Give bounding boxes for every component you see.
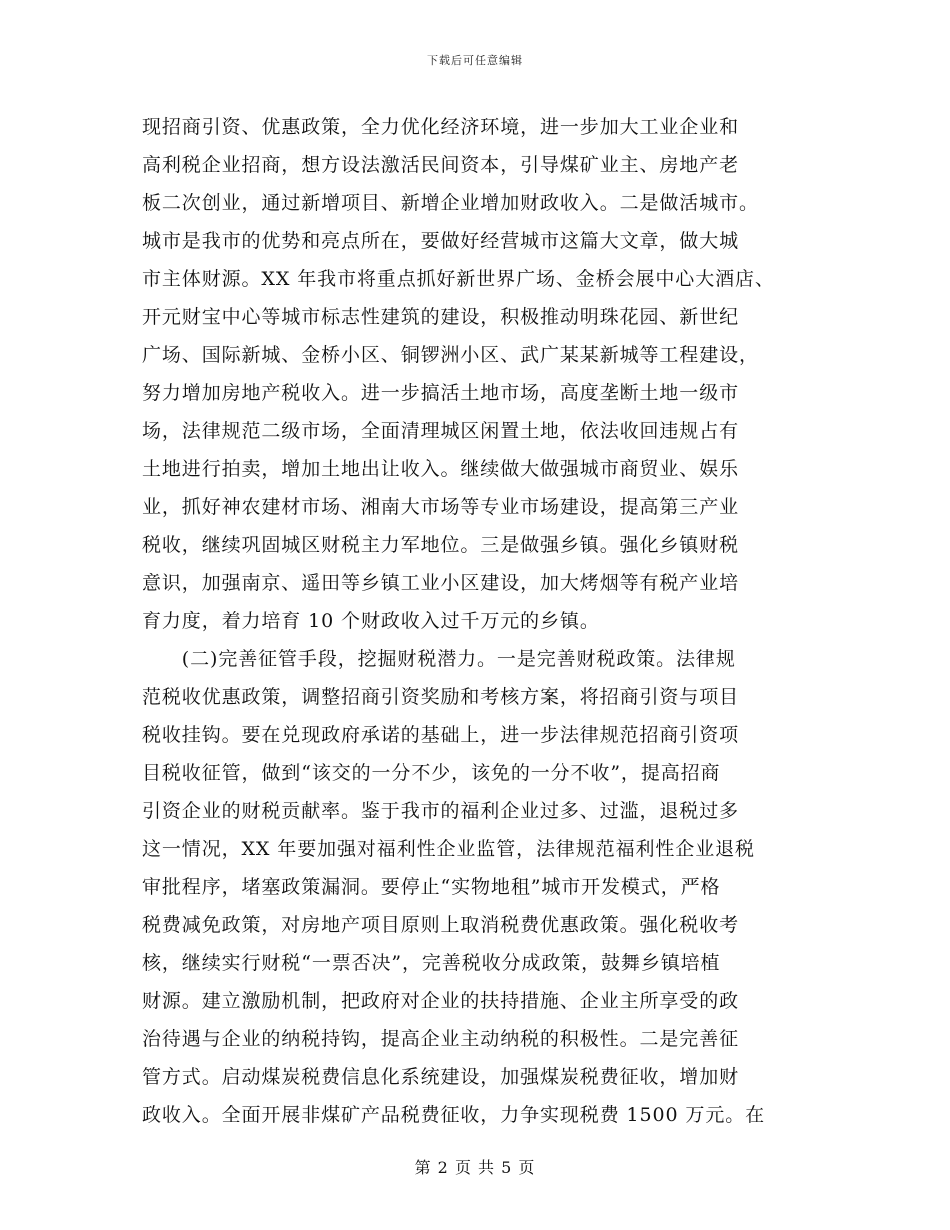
text-line: 财源。建立激励机制，把政府对企业的扶持措施、企业主所享受的政 [142, 990, 740, 1012]
text-line: 努力增加房地产税收入。进一步搞活土地市场，高度垄断土地一级市 [142, 382, 740, 404]
text-line: 开元财宝中心等城市标志性建筑的建设，积极推动明珠花园、新世纪 [142, 306, 740, 328]
text-line: 核，继续实行财税“一票否决”，完善税收分成政策，鼓舞乡镇培植 [142, 952, 721, 974]
text-line: 土地进行拍卖，增加土地出让收入。继续做大做强城市商贸业、娱乐 [142, 458, 740, 480]
text-line: 目税收征管，做到“该交的一分不少，该免的一分不收”，提高招商 [142, 762, 721, 784]
text-line: 管方式。启动煤炭税费信息化系统建设，加强煤炭税费征收，增加财 [142, 1066, 740, 1088]
text-line: 市主体财源。XX 年我市将重点抓好新世界广场、金桥会展中心大酒店、 [142, 268, 775, 290]
text-line: 税费减免政策，对房地产项目原则上取消税费优惠政策。强化税收考 [142, 914, 740, 936]
text-line: 板二次创业，通过新增项目、新增企业增加财政收入。二是做活城市。 [142, 192, 759, 214]
text-line: 业，抓好神农建材市场、湘南大市场等专业市场建设，提高第三产业 [142, 496, 740, 518]
document-body [142, 108, 822, 1134]
text-line: (二)完善征管手段，挖掘财税潜力。一是完善财税政策。法律规 [142, 648, 736, 670]
text-line: 现招商引资、优惠政策，全力优化经济环境，进一步加大工业企业和 [142, 116, 740, 138]
page-number: 第 2 页 共 5 页 [414, 1158, 536, 1177]
page-header-note: 下载后可任意编辑 [427, 54, 523, 67]
text-line: 政收入。全面开展非煤矿产品税费征收，力争实现税费 1500 万元。在 [142, 1104, 766, 1126]
text-line: 审批程序，堵塞政策漏洞。要停止“实物地租”城市开发模式，严格 [142, 876, 721, 898]
text-line: 这一情况，XX 年要加强对福利性企业监管，法律规范福利性企业退税 [142, 838, 755, 860]
text-line: 引资企业的财税贡献率。鉴于我市的福利企业过多、过滥，退税过多 [142, 800, 740, 822]
text-line: 广场、国际新城、金桥小区、铜锣洲小区、武广某某新城等工程建设， [142, 344, 759, 366]
text-line: 高利税企业招商，想方设法激活民间资本，引导煤矿业主、房地产老 [142, 154, 740, 176]
text-line: 意识，加强南京、遥田等乡镇工业小区建设，加大烤烟等有税产业培 [142, 572, 740, 594]
text-line: 场，法律规范二级市场，全面清理城区闲置土地，依法收回违规占有 [142, 420, 740, 442]
text-line: 育力度，着力培育 10 个财政收入过千万元的乡镇。 [142, 610, 600, 632]
text-line: 治待遇与企业的纳税持钩，提高企业主动纳税的积极性。二是完善征 [142, 1028, 740, 1050]
text-line: 城市是我市的优势和亮点所在，要做好经营城市这篇大文章，做大城 [142, 230, 740, 252]
text-line: 税收挂钩。要在兑现政府承诺的基础上，进一步法律规范招商引资项 [142, 724, 740, 746]
text-line: 范税收优惠政策，调整招商引资奖励和考核方案，将招商引资与项目 [142, 686, 740, 708]
text-line: 税收，继续巩固城区财税主力军地位。三是做强乡镇。强化乡镇财税 [142, 534, 740, 556]
